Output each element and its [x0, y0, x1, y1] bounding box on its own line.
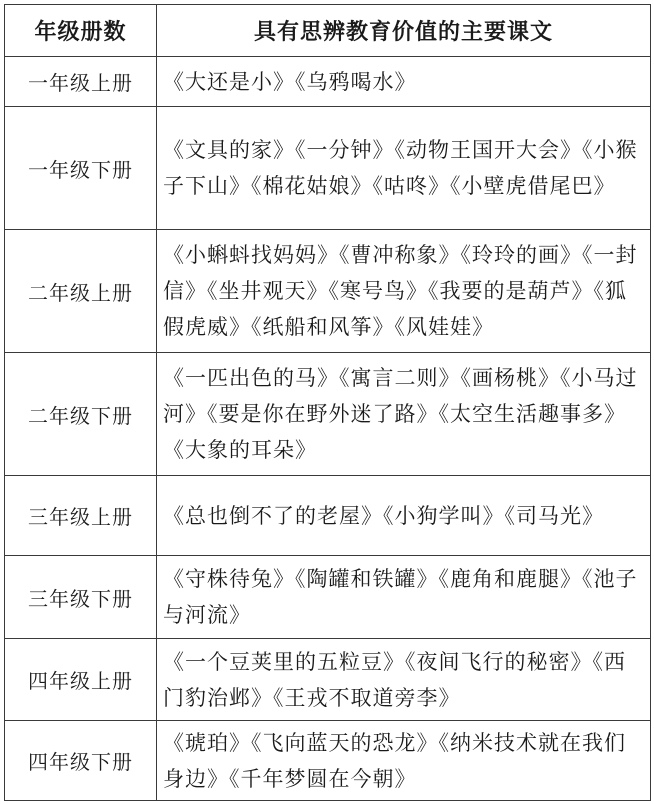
- grade-cell: 三年级上册: [5, 476, 157, 556]
- texts-cell: 《总也倒不了的老屋》《小狗学叫》《司马光》: [157, 476, 651, 556]
- grade-cell: 一年级上册: [5, 57, 157, 107]
- table-row: [5, 107, 651, 230]
- texts-cell: 《琥珀》《飞向蓝天的恐龙》《纳米技术就在我们身边》《千年梦圆在今朝》: [157, 721, 651, 801]
- textbook-table: [4, 4, 651, 801]
- grade-cell: 一年级下册: [5, 107, 157, 230]
- grade-cell: 二年级上册: [5, 230, 157, 353]
- grade-cell: 四年级上册: [5, 639, 157, 721]
- grade-cell: 二年级下册: [5, 353, 157, 476]
- grade-cell: 三年级下册: [5, 556, 157, 639]
- table-row: [5, 353, 651, 476]
- table-row: [5, 556, 651, 639]
- texts-cell: 《文具的家》《一分钟》《动物王国开大会》《小猴子下山》《棉花姑娘》《咕咚》《小壁虎借尾巴》: [157, 107, 651, 230]
- table-row: [5, 230, 651, 353]
- table-row: [5, 57, 651, 107]
- table-header-row: [5, 5, 651, 57]
- grade-cell: 四年级下册: [5, 721, 157, 801]
- texts-cell: 《一个豆荚里的五粒豆》《夜间飞行的秘密》《西门豹治邺》《王戎不取道旁李》: [157, 639, 651, 721]
- table-row: [5, 639, 651, 721]
- texts-cell: 《小蝌蚪找妈妈》《曹冲称象》《玲玲的画》《一封信》《坐井观天》《寒号鸟》《我要的是葫芦》《狐假虎威》《纸船和风筝》《风娃娃》: [157, 230, 651, 353]
- table-row: [5, 721, 651, 801]
- textbook-table-container: [4, 4, 650, 800]
- texts-cell: 《守株待兔》《陶罐和铁罐》《鹿角和鹿腿》《池子与河流》: [157, 556, 651, 639]
- texts-cell: 《一匹出色的马》《寓言二则》《画杨桃》《小马过河》《要是你在野外迷了路》《太空生活趣事多》《大象的耳朵》: [157, 353, 651, 476]
- header-texts: 具有思辨教育价值的主要课文: [157, 5, 651, 57]
- table-row: [5, 476, 651, 556]
- texts-cell: 《大还是小》《乌鸦喝水》: [157, 57, 651, 107]
- header-grade: 年级册数: [5, 5, 157, 57]
